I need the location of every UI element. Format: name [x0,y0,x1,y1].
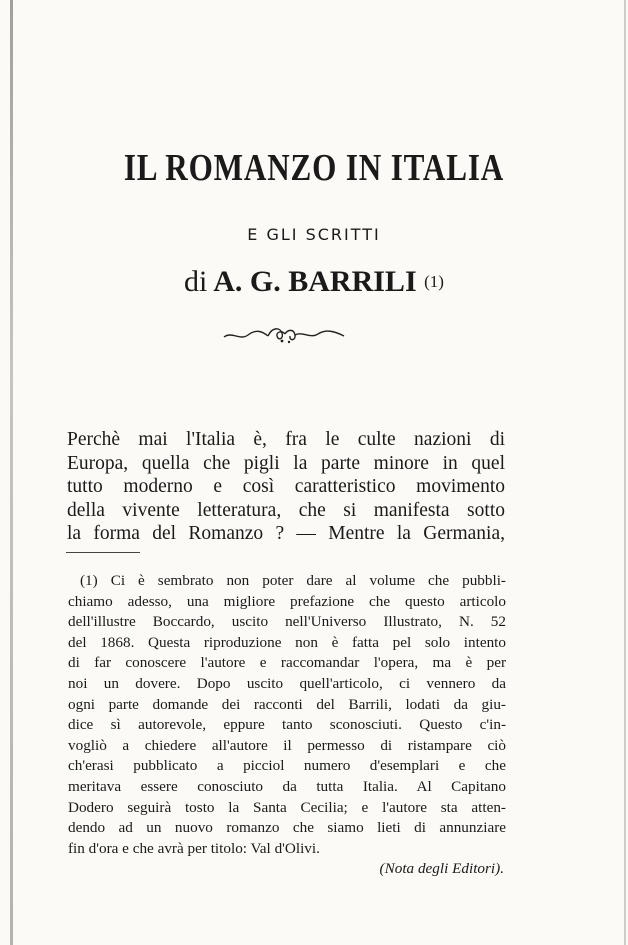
footnote-line: chiamo adesso, una migliore prefazione che questo articolo [68,592,506,610]
footnote-line: dell'illustre Boccardo, uscito nell'Universo Illustrato, N. 52 [68,613,506,631]
footnote-line: meritava essere conosciuto da tutta Italia. Al Capitano [68,777,506,795]
author-name: A. G. BARRILI [213,265,417,298]
footnote-line: ch'erasi pubblicato a picciol numero d'esemplari e che [68,757,506,775]
footnote-reference: (1) [424,272,444,291]
chapter-title: IL ROMANZO IN ITALIA [123,147,505,189]
page-left-edge [10,0,13,945]
footnote-line: dice sì autorevole, eppure tanto sconosciuti. Questo c'in- [68,716,506,734]
footnote-line: dendo ad un nuovo romanzo che siamo lieti di annunziare [68,819,506,837]
footnote-line: (1) Ci è sembrato non poter dare al volume che pubbli- [80,572,506,589]
footnote-line: del 1868. Questa riproduzione non è fatta pel solo intento [68,633,506,651]
footnote-separator [66,552,140,553]
body-line: Europa, quella che pigli la parte minore in quel [67,452,505,474]
footnote-signature: (Nota degli Editori). [379,860,504,878]
footnote-line: vogliò a chiedere all'autore il permesso di ristampare ciò [68,736,506,754]
footnote-line: Dodero seguirà tosto la Santa Cecilia; e l'autore sta atten- [68,798,506,816]
footnote-line: di far conoscere l'autore e raccomandar l'opera, ma è per [68,654,506,672]
author-line [0,265,628,299]
body-line: della vivente letteratura, che si manifesta sotto [67,499,505,521]
footnote [68,571,506,880]
footnote-line: ogni parte domande dei racconti del Barrili, lodati da giu- [68,695,506,713]
author-prefix: di [184,265,208,298]
footnote-line: fin d'ora e che avrà per titolo: Val d'Olivi. [68,839,320,857]
decorative-vine-ornament-icon [222,323,346,345]
body-paragraph [67,428,505,546]
footnote-line: noi un dovere. Dopo uscito quell'articolo, ci vennero da [68,674,506,692]
body-line: Perchè mai l'Italia è, fra le culte nazioni di [67,429,505,450]
chapter-subtitle: E GLI SCRITTI [247,225,381,244]
body-line: tutto moderno e così caratteristico movimento [67,476,505,497]
page-right-edge [624,0,626,945]
body-line: la forma del Romanzo ? — Mentre la Germania, [67,523,505,544]
